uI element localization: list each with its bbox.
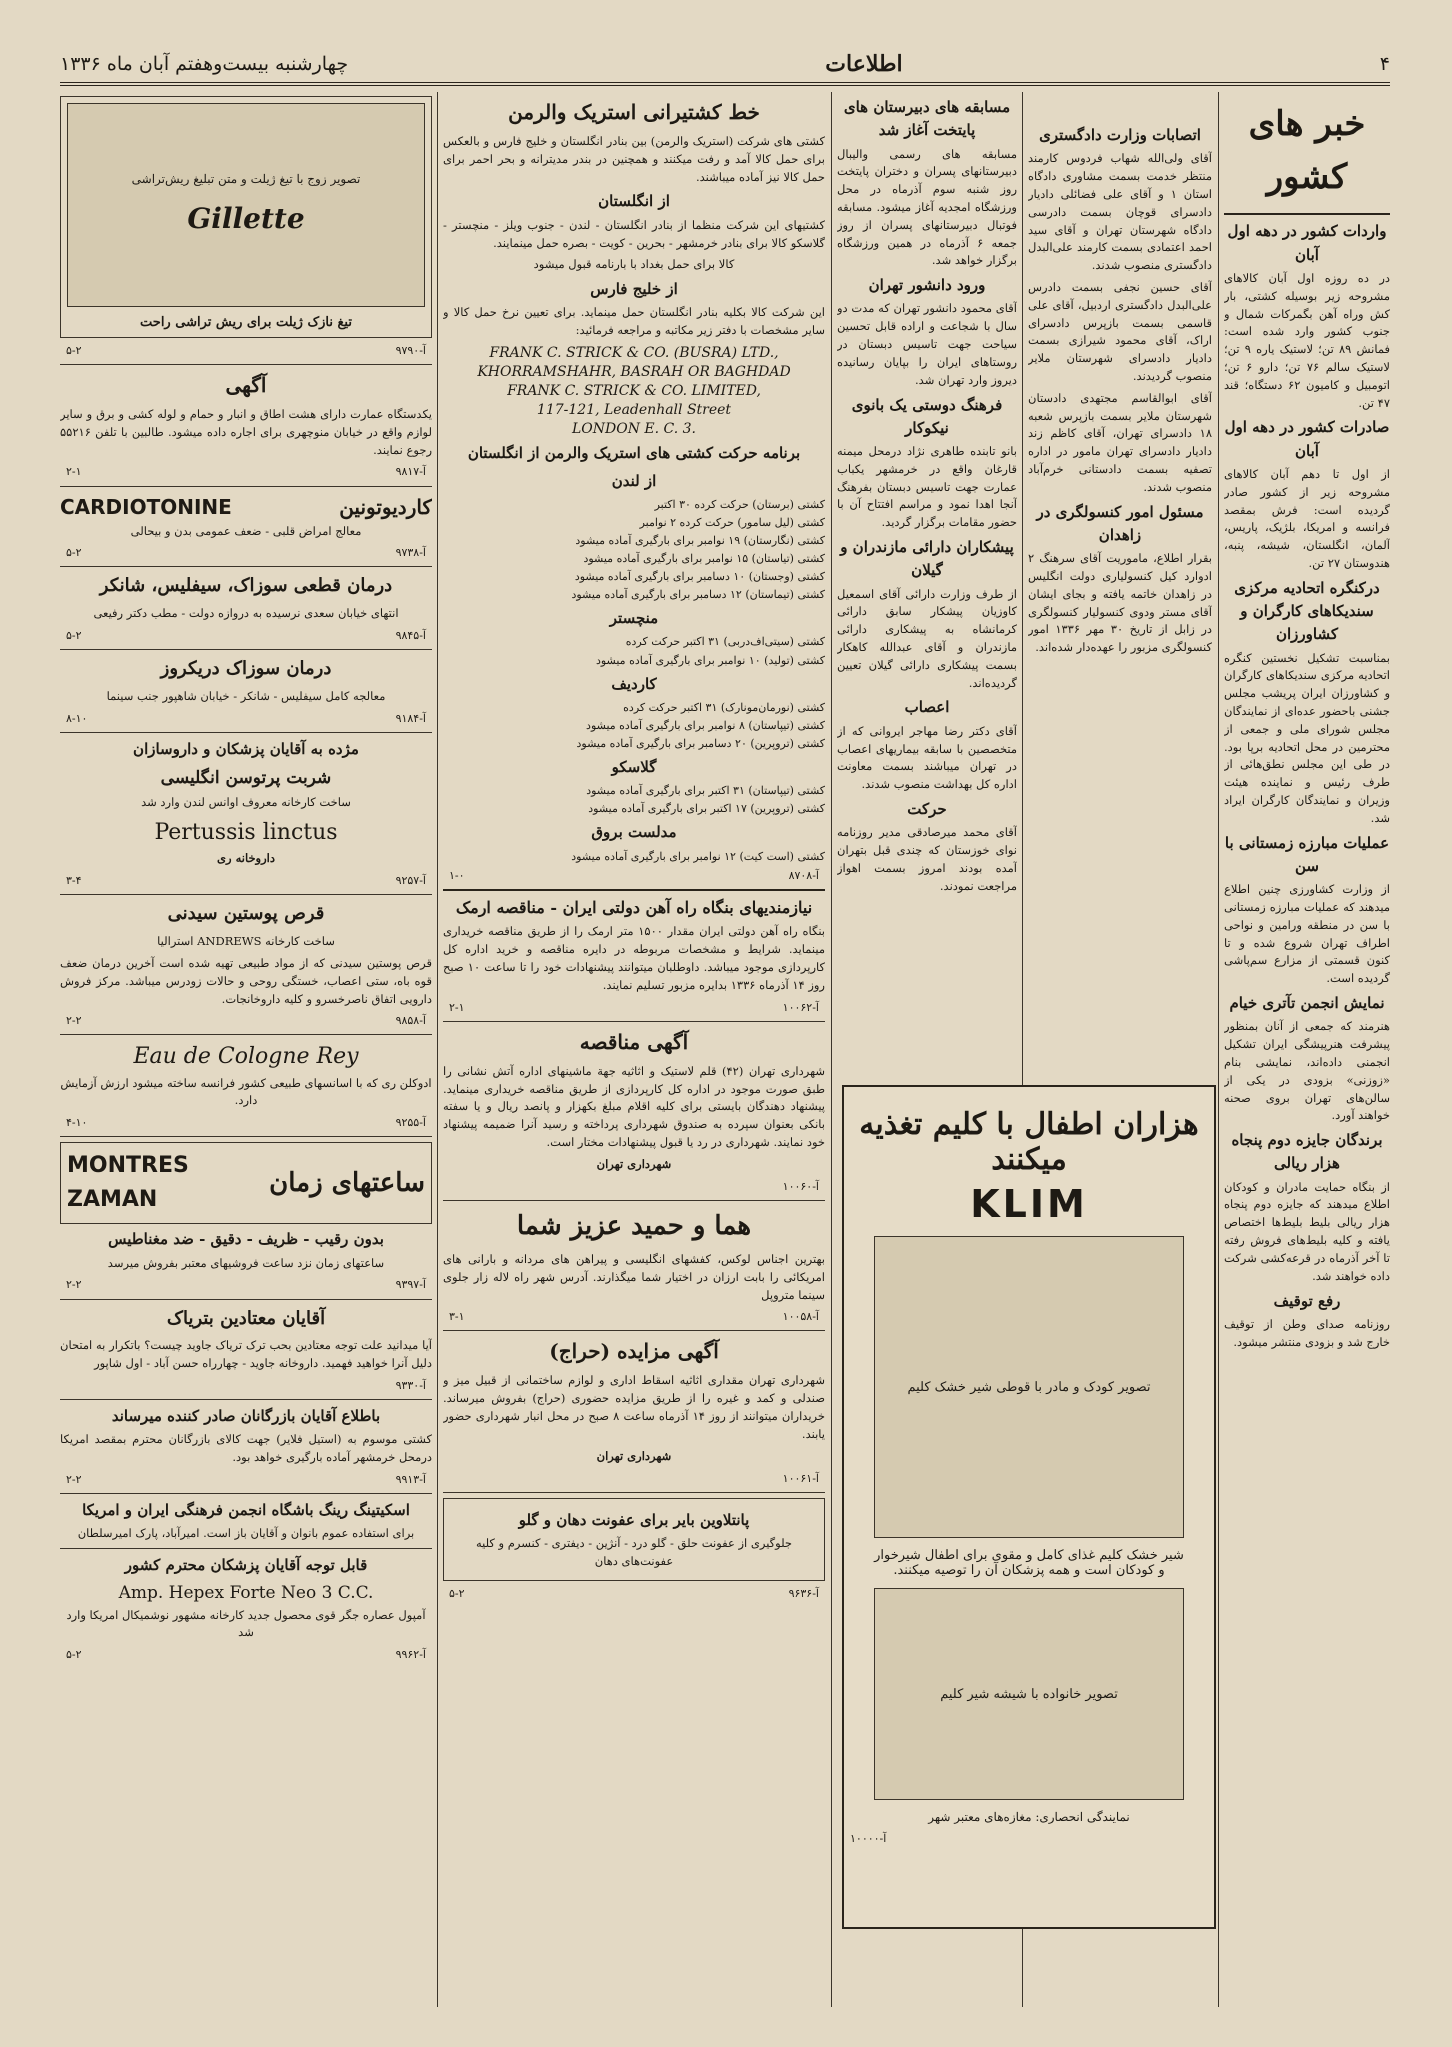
- ref-code: آ-۱۰۰۶۲: [782, 1000, 819, 1014]
- ad-reference: [66, 627, 426, 644]
- ad-title: باطلاع آقایان بازرگانان صادر کننده میرساند: [111, 1407, 381, 1426]
- ref-count: ۳-۴: [66, 874, 82, 888]
- ad-body: ساخت کارخانه معروف اوانس لندن وارد شد: [141, 795, 351, 810]
- ad-cardio-header: [60, 492, 432, 523]
- news-headline: مسابقه های دبیرستان های پایتخت آغاز شد: [843, 98, 1011, 140]
- news-headline: صادرات کشور در دهه اول آبان: [1224, 418, 1390, 460]
- news-body: روزنامه صدای وطن از توقیف خارج شد و بزودی منتشر میشود.: [1224, 1316, 1390, 1349]
- divider: [60, 1493, 432, 1494]
- schedule-entry: کشتی (است کیت) ۱۲ نوامبر برای بارگیری آماده میشود: [571, 849, 825, 863]
- news-headline: حرکت: [907, 799, 947, 818]
- ref-count: ۵-۲: [66, 546, 82, 560]
- ad-body: جلوگیری از عفونت حلق - گلو درد - آنژین - دیفتری - کنسرم و کلیه عفونت‌های دهان: [475, 1535, 793, 1568]
- ref-count: ۸-۱۰: [66, 711, 88, 725]
- divider: [443, 1330, 825, 1331]
- news-body: از بنگاه حمایت مادران و کودکان اطلاع میدهند که جایزه دوم پنجاه هزار ریالی بلیط بلیط‌ها اختصاص یافته و کلیه بلیط‌های فروش رفته تا آخر آذرماه در قرعه‌کشی شرکت داده خواهند شد.: [1224, 1179, 1390, 1283]
- ref-count: ۴-۱۰: [66, 1116, 88, 1130]
- ref-count: ۵-۲: [66, 1648, 82, 1662]
- ad-bayer: [443, 1498, 825, 1582]
- column-country-news: [1224, 92, 1390, 2007]
- port-label: گلاسکو: [611, 757, 657, 776]
- ref-code: آ-۹۸۴۵: [395, 629, 426, 643]
- ad-title: اسکیتینگ رینگ باشگاه انجمن فرهنگی ایران و امریکا: [82, 1500, 410, 1519]
- ref-code: آ-۹۷۳۸: [395, 546, 426, 560]
- ref-count: ۱-۰: [449, 868, 465, 882]
- news-body: آقای محمود دانشور تهران که مدت دو سال با شجاعت و اراده قابل تحسین سیاحت جهت تاسیس دبستان در روستاهای ایران را بپایان رسانیده دیروز وارد تهران شد.: [837, 301, 1017, 387]
- news-headline: ورود دانشور تهران: [868, 276, 986, 295]
- ad-subhead: از خلیج فارس: [590, 280, 678, 299]
- column-rule: [437, 92, 438, 2007]
- ad-title: هزاران اطفال با کلیم تغذیه میکنند: [859, 1107, 1199, 1177]
- ad-reference: [449, 1308, 819, 1325]
- ad-title: درمان سوزاک دریکروز: [160, 658, 332, 680]
- news-headline: نمایش انجمن تآتری خیام: [1229, 994, 1385, 1012]
- ref-code: آ-۹۷۹۰: [395, 344, 426, 357]
- ref-code: آ-۸۷۰۸: [788, 868, 819, 882]
- ad-body: ادوکلن ری که با اسانسهای طبیعی کشور فرانسه ساخته میشود ارزش آزمایش دارد.: [60, 1075, 432, 1108]
- ad-body: شیر خشک کلیم غذای کامل و مقوی برای اطفال شیرخوار و کودکان است و همه پزشکان آن را توصیه میکنند.: [874, 1548, 1184, 1578]
- ad-title: نیازمندیهای بنگاه راه آهن دولتی ایران - مناقصه ارمک: [455, 897, 813, 917]
- ad-reference: [66, 710, 426, 727]
- klim-illustration-family: [874, 1588, 1184, 1800]
- schedule-entry: کشتی (لیل سامور) حرکت کرده ۲ نوامبر: [639, 516, 825, 529]
- news-headline: عملیات مبارزه زمستانی با سن: [1224, 833, 1390, 875]
- gillette-illustration: [67, 103, 425, 307]
- schedule-entry: کشتی (سیتی‌اف‌دربی) ۳۱ اکتبر حرکت کرده: [625, 635, 825, 649]
- ref-code: آ-۹۹۱۳: [395, 1472, 426, 1486]
- klim-illustration: [874, 1236, 1184, 1538]
- ad-reference: [66, 1276, 426, 1293]
- divider: [443, 1492, 825, 1493]
- ad-klim: [842, 1085, 1216, 1929]
- news-headline: برندگان جایزه دوم پنجاه هزار ریالی: [1231, 1131, 1383, 1173]
- divider: [60, 1399, 432, 1400]
- ad-brand: Gillette: [187, 201, 305, 235]
- ad-reference: [66, 544, 426, 561]
- ad-signature: شهرداری تهران: [596, 1156, 672, 1171]
- news-headline: مسئول امور کنسولگری در زاهدان: [1036, 502, 1204, 544]
- ad-title: پانتلاوین بایر برای عفونت دهان و گلو: [518, 1510, 750, 1529]
- news-body: بمناسبت تشکیل نخستین کنگره اتحادیه مرکزی سندیکاهای کارگران و کشاورزان ایران پریشب مجلس جشنی باحضور عده‌ای از نمایندگان مجلس شورای ملی و جمعی از محترمین در محل اتحادیه برپا بود. در طی این مجلس نطق‌هائی از طرف رئیس و نماینده هیئت وزیران و نمایندگان کارگران ایراد شد.: [1224, 650, 1390, 825]
- ad-title: درمان قطعی سوزاک، سیفلیس، شانکر: [99, 575, 393, 597]
- address-line: FRANK C. STRICK & CO. LIMITED,: [507, 382, 761, 399]
- ref-code: آ-۹۳۳۰: [395, 1379, 426, 1393]
- news-body: مسابقه های رسمی والیبال دبیرستانهای پسران و دختران پایتخت روز شنبه سوم آذرماه در محل ورزشگاه امجدیه آغاز میشود. مسابقه فوتبال دبیرستانهای پسران از روز جمعه ۶ آذرماه در همین ورزشگاه برگزار خواهد شد.: [837, 146, 1017, 268]
- ad-slogan: تیغ نازک ژیلت برای ریش تراشی راحت: [140, 314, 352, 330]
- ad-reference: [66, 1471, 426, 1488]
- ref-count: ۲-۱: [66, 465, 82, 479]
- schedule-entry: کشتی (تیماستان) ۱۲ دسامبر برای بارگیری آماده میشود: [571, 588, 825, 602]
- ref-count: ۵-۲: [66, 344, 82, 357]
- column-rule: [831, 92, 832, 2007]
- ad-brand: Amp. Hepex Forte Neo 3 C.C.: [118, 1583, 374, 1604]
- ref-code: آ-۹۸۱۷: [395, 465, 426, 479]
- ad-reference: [66, 1377, 426, 1394]
- ad-reference: [66, 463, 426, 480]
- ref-code: آ-۹۶۳۶: [788, 1587, 819, 1601]
- ad-reference: [449, 1585, 819, 1602]
- ad-reference: [66, 872, 426, 889]
- divider: [443, 1021, 825, 1022]
- ad-reference: [449, 867, 819, 884]
- divider: [60, 566, 432, 567]
- column-small-ads: [60, 92, 432, 2007]
- ref-code: آ-۹۲۵۷: [395, 874, 426, 888]
- schedule-entry: کشتی (تولید) ۱۰ نوامبر برای بارگیری آماده میشود: [595, 653, 825, 667]
- news-body: در ده روزه اول آبان کالاهای مشروحه زیر بوسیله کشتی، بار کش وراه آهن بگمرکات شمال و جنوب کشور وارد شده است: فمانش ۸۹ تن؛ لاستیک یاره ۹ تن؛ لاستیک سالم ۷۶ تن؛ دارو ۶ تن؛ اتومبیل و کامیون ۶۲ دستگاه؛ قند ۴۷ تن.: [1224, 270, 1390, 410]
- divider: [60, 486, 432, 487]
- zaman-logo: [67, 1149, 189, 1217]
- ad-body: ساعتهای زمان نزد ساعت فروشیهای معتبر بفروش میرسد: [107, 1255, 385, 1270]
- ref-code: آ-۹۹۶۲: [395, 1648, 426, 1662]
- ad-title: خط کشتیرانی استریک والرمن: [508, 100, 760, 124]
- ad-brand: Pertussis linctus: [154, 820, 338, 846]
- ad-reference: [449, 999, 819, 1016]
- ad-body: معالجه کامل سیفلیس - شانکر - خیابان شاهپور جنب سینما: [106, 689, 386, 704]
- ref-count: ۵-۲: [449, 1587, 465, 1601]
- schedule-entry: کشتی (وجستان) ۱۰ دسامبر برای بارگیری آماده میشود: [574, 570, 825, 584]
- ad-body: شهرداری تهران مقداری اثاثیه اسقاط اداری و لوازم ساختمانی از قبیل میز و صندلی و کمد و غیره را از طریق مزایده حضوری (حراج) بفروش میرساند. خریداران میتوانند از روز ۱۴ آذرماه ساعت ۸ صبح در محل انبار شهرداری حضور یابند.: [443, 1373, 825, 1441]
- divider: [443, 1200, 825, 1201]
- ad-body: قرص پوستین سیدنی که از مواد طبیعی تهیه شده است آخرین درمان ضعف قوه باه، ستی اعصاب، خستگی روحی و حالات زودرس میباشد. مرکز فروش دارویی اتفاق ناصرخسرو و کلیه داروخانجات.: [60, 955, 432, 1006]
- ref-count: ۵-۲: [66, 629, 82, 643]
- ad-body: معالج امراض قلبی - ضعف عمومی بدن و بیحالی: [130, 523, 362, 538]
- schedule-entry: کشتی (تروپرین) ۲۰ دسامبر برای بارگیری آماده میشود: [576, 736, 825, 750]
- port-label: کاردیف: [611, 674, 657, 693]
- ad-signature: شهرداری تهران: [596, 1448, 672, 1463]
- column-rule: [1218, 92, 1219, 2007]
- ref-code: آ-۹۳۹۷: [395, 1278, 426, 1292]
- news-headline: درکنگره اتحادیه مرکزی سندیکاهای کارگران و کشاورزان: [1234, 578, 1380, 644]
- ad-title: آگهی: [225, 373, 267, 398]
- ad-body: یکدستگاه عمارت دارای هشت اطاق و انبار و حمام و لوله کشی و برق و سایر لوازم واقع در خیابان منوچهری برای اجاره داده میشود. طالبین با تلفن ۵۵۲۱۶ رجوع نمایند.: [60, 407, 432, 457]
- ad-footer: نمایندگی انحصاری: مغازه‌های معتبر شهر: [928, 1810, 1130, 1824]
- ad-reference: [449, 1178, 819, 1195]
- ref-code: آ-۱۰۰۰۰: [850, 1832, 887, 1845]
- schedule-entry: کشتی (برستان) حرکت کرده ۳۰ اکتبر: [654, 497, 825, 511]
- ad-title: قابل توجه آقایان پزشکان محترم کشور: [124, 1556, 368, 1575]
- news-body: از طرف وزارت دارائی آقای اسمعیل کاوزیان پیشکار سابق دارائی کرمانشاه به پیشکاری دارائی مازندران و آقای عبدالله کاهکار بسمت پیشکاری دارائی گیلان تعیین گردیده‌اند.: [837, 586, 1017, 690]
- ad-title: هما و حمید عزیز شما: [516, 1210, 752, 1241]
- schedule-bristol: [443, 848, 825, 865]
- ad-brand: CARDIOTONINE: [60, 494, 232, 519]
- ad-body: آمپول عصاره جگر قوی محصول جدید کارخانه مشهور نوشمیکال امریکا وارد شد: [66, 1607, 426, 1640]
- ad-reference: [66, 1646, 426, 1663]
- address-line: LONDON E. C. 3.: [571, 420, 697, 437]
- port-label: مدلست بروق: [591, 823, 677, 842]
- ad-title: مژده به آقایان پزشکان و داروسازان: [133, 739, 359, 758]
- news-body: بقرار اطلاع، ماموریت آقای سرهنگ ۲ ادوارد کیل کنسولیاری دولت انگلیس در زاهدان خاتمه یافته و بجای ایشان آقای مستر ودوی کنسولیار کنسولگری در زابل از تاریخ ۳۰ مهر ۱۳۳۶ امور کنسولگری مزبور را عهده‌دار شده‌اند.: [1028, 551, 1212, 655]
- ad-brand-fa: کاردیوتونین: [339, 494, 432, 519]
- ad-zaman: [60, 1142, 432, 1224]
- ref-code: آ-۱۰۰۵۸: [782, 1310, 819, 1324]
- ad-body: کشتیهای این شرکت منظما از بنادر انگلستان - لندن - جنوب ویلز - منچستر - گلاسکو کالا برای بنادر خرمشهر - بحرین - کویت - بصره حمل مینمایند.: [443, 217, 825, 250]
- ad-subhead: از انگلستان: [598, 192, 670, 211]
- ad-body: شهرداری تهران (۴۲) قلم لاستیک و اثاثیه جهة ماشینهای اداره آتش نشانی را طبق صورت موجود در اداره کل کارپردازی از طریق مناقصه خریداری مینماید. پیشنهاد دهندگان بایستی برای کلیه اقلام مبلغ بکهزار و پانصد ریال و یا سفته بانکی بعنوان سپرده به صندوق شهرداری پرداخته و رسید آنرا ضمیمه پیشنهاد خود نمایند. شهرداری در رد یا قبول پیشنهادات مختار است.: [443, 1063, 825, 1149]
- ad-title: قرص پوستین سیدنی: [167, 903, 325, 925]
- news-body: از اول تا دهم آبان کالاهای مشروحه زیر از کشور صادر گردیده است: فرش بمقصد فرانسه و امریکا، بلژیک، پاریس، آلمان، انگلستان، شیشه، پنبه، هندوستان ۲۷ تن.: [1224, 466, 1390, 570]
- ad-reference: [850, 1832, 1208, 1845]
- news-headline: پیشکاران دارائی مازندران و گیلان: [840, 538, 1014, 580]
- divider: [60, 1548, 432, 1549]
- ad-reference: [66, 1114, 426, 1131]
- ad-body: این شرکت کالا بکلیه بنادر انگلستان حمل مینماید. برای تعیین نرخ حمل کالا و سایر مشخصات با دفتر زیر مکاتبه و مراجعه فرمائید:: [443, 305, 825, 338]
- ad-body: کشتی موسوم به (استیل فلایر) جهت کالای بازرگانان محترم بمقصد امریکا درمحل خرمشهر آماده بارگیری خواهد بود.: [60, 1432, 432, 1465]
- schedule-entry: کشتی (نگارستان) ۱۹ نوامبر برای بارگیری آماده میشود: [575, 534, 825, 548]
- news-body: هنرمند که جمعی از آنان بمنظور پیشرفت هنرپیشگی ایران تشکیل انجمنی داده‌اند، نمایشی بنام «زوزنی» بزودی در یکی از سالن‌های تهران بروی صحنه خواهند آورد.: [1224, 1019, 1390, 1123]
- section-title: خبر های کشور: [1248, 104, 1366, 197]
- ref-code: آ-۱۰۰۶۱: [782, 1471, 819, 1485]
- schedule-london: [443, 496, 825, 603]
- schedule-manchester: [443, 633, 825, 668]
- divider: [60, 364, 432, 365]
- ad-store: داروخانه ری: [217, 851, 275, 866]
- ad-reference: [449, 1470, 819, 1487]
- ad-brand: Eau de Cologne Rey: [133, 1044, 359, 1070]
- ad-title: آقایان معتادین بتریاک: [166, 1307, 326, 1329]
- ref-code: آ-۹۸۵۸: [395, 1014, 426, 1028]
- ad-address-en: [443, 344, 825, 438]
- ad-title: آگهی مزایده (حراج): [549, 1339, 719, 1364]
- divider: [60, 1034, 432, 1035]
- news-headline: واردات کشور در دهه اول آبان: [1227, 222, 1387, 264]
- ref-count: ۲-۲: [66, 1472, 82, 1486]
- divider: [60, 732, 432, 733]
- ref-code: آ-۹۱۸۴: [395, 711, 426, 725]
- ad-gillette: [60, 96, 432, 338]
- ref-count: ۲-۲: [66, 1014, 82, 1028]
- schedule-entry: کشتی (تروپرین) ۱۷ اکتبر برای بارگیری آماده میشود: [588, 802, 825, 816]
- schedule-entry: کشتی (تیپاستان) ۸ نوامبر برای بارگیری آماده میشود: [586, 718, 825, 732]
- ad-title: آگهی مناقصه: [579, 1029, 689, 1054]
- ad-subhead: شربت پرتوسن انگلیسی: [160, 768, 332, 789]
- ad-brand: MONTRES: [67, 1153, 189, 1179]
- ad-body: بهترین اجناس لوکس، کفشهای انگلیسی و پیراهن های مردانه و بارانی های امریکائی را بابت ارزان در اختیار شما میگذارند. آدرس شهر راه لاله زار جلوی سینما متروپل: [443, 1251, 825, 1302]
- news-body: آقای ابوالقاسم مجتهدی دادستان شهرستان ملایر بسمت بازپرس شعبه ۱۸ دادسرای تهران، آقای کاظم زند دادیار دادسرای تهران مامور در اداره تصفیه بسمت دادستانی خرم‌آباد منصوب شدند.: [1028, 390, 1212, 494]
- schedule-entry: کشتی (تیپاستان) ۳۱ اکتبر برای بارگیری آماده میشود: [586, 784, 825, 798]
- ad-subhead: برنامه حرکت کشتی های استریک والرمن از انگلستان: [467, 444, 801, 463]
- news-body: آقای حسین نجفی بسمت دادرس علی‌البدل دادگستری اردبیل، آقای علی قاسمی بسمت بازپرس دادسرای اراک، آقای محمود شیرازی بسمت دادیار دادسرای شهرستان ملایر منصوب گردیدند.: [1028, 279, 1212, 383]
- issue-date: چهارشنبه بیست‌وهفتم آبان ماه ۱۳۳۶: [60, 53, 349, 75]
- ad-body: بنگاه راه آهن دولتی ایران مقدار ۱۵۰۰ متر ارمک را از طریق مناقصه خریداری مینماید. شرایط و مشخصات مربوطه در دایره مناقصه و خرید اداره کل کارپردازی موجود میباشد. داوطلبان میتوانند پیشنهادات خود را تا ساعت ۱۰ صبح روز ۱۴ آذرماه ۱۳۳۶ بدایره مزبور تسلیم نمایند.: [443, 924, 825, 992]
- ref-count: ۳-۱: [449, 1310, 465, 1324]
- page-header: [60, 46, 1390, 86]
- ref-count: ۲-۲: [66, 1278, 82, 1292]
- divider: [60, 1136, 432, 1137]
- ad-body: آیا میدانید علت توجه معتادین بحب ترک تریاک جاوید چیست؟ باتکرار به امتحان دلیل آنرا خواهید فهمید. داروخانه جاوید - چهارراه حسن آباد - اول شاپور: [60, 1338, 432, 1371]
- news-body: آقای دکتر رضا مهاجر ایروانی که از متخصصین با سابقه بیماریهای اعصاب در تهران میباشند بسمت معاونت اداره کل بهداشت منصوب شدند.: [837, 723, 1017, 792]
- news-body: آقای ولی‌الله شهاب فردوس کارمند منتظر خدمت بسمت مشاوری دادگاه استان ۱ و آقای علی فضائلی دادیار دادسرای قوچان بسمت دادرسی دادگاه شهرستان تهران و آقای سید احمد اعتمادی بسمت کارمند علی‌البدل دادگستری منصوب شدند.: [1028, 151, 1212, 273]
- divider: [443, 889, 825, 891]
- image-caption: تصویر خانواده با شیشه شیر کلیم: [940, 1686, 1118, 1702]
- news-body: بانو تابنده طاهری نژاد درمحل میمنه قارغان واقع در خرمشهر یکباب عمارت جهت تاسیس دبستان بفرهنگ آنجا اهدا نمود و مراسم افتتاح آن با حضور مقامات برگزار گردید.: [837, 444, 1017, 530]
- schedule-cardiff: [443, 699, 825, 752]
- ad-maker: ساخت کارخانه ANDREWS استرالیا: [157, 934, 335, 949]
- page-number: ۴: [1379, 53, 1390, 75]
- ad-body: انتهای خیابان سعدی نرسیده به دروازه دولت - مطب دکتر رفیعی: [93, 606, 399, 621]
- image-caption: تصویر زوج با تیغ ژیلت و متن تبلیغ ریش‌تراشی: [131, 171, 361, 186]
- ad-body: کشتی های شرکت (استریک والرمن) بین بنادر انگلستان و خلیج فارس و بالعکس برای حمل کالا آمد و رفت میکنند و همچنین در بندر مدیترانه و بحر احمر برای حمل کالا نیز آماده میباشند.: [443, 134, 825, 184]
- news-body: آقای محمد میرصادقی مدیر روزنامه نوای خوزستان که چندی قبل بتهران آمده بودند امروز بسمت اهواز مراجعت نمودند.: [837, 825, 1017, 893]
- divider: [1224, 213, 1390, 215]
- ad-reference: [66, 1012, 426, 1029]
- ref-code: آ-۱۰۰۶۰: [782, 1179, 819, 1193]
- divider: [60, 1299, 432, 1300]
- address-line: FRANK C. STRICK & CO. (BUSRA) LTD.,: [489, 345, 779, 361]
- port-label: از لندن: [611, 471, 657, 490]
- schedule-entry: کشتی (نورمان‌مونارک) ۳۱ اکتبر حرکت کرده: [623, 700, 825, 714]
- address-line: 117-121, Leadenhall Street: [536, 401, 732, 418]
- port-label: منچستر: [609, 609, 659, 628]
- column-shipping-tenders: [443, 92, 825, 2007]
- news-body: از وزارت کشاورزی چنین اطلاع میدهند که عملیات مبارزه زمستانی با سن در منطقه ورامین و نواحی اطراف تهران شروع شده و تا کنون قسمتی از مزارع سم‌پاشی گردیده است.: [1224, 882, 1390, 986]
- ad-reference: [66, 342, 426, 359]
- ad-note: کالا برای حمل بغداد با بارنامه قبول میشود: [533, 257, 735, 272]
- ad-brand: ZAMAN: [67, 1187, 158, 1213]
- divider: [60, 649, 432, 650]
- ad-brand-fa: ساعتهای زمان: [269, 1168, 425, 1199]
- ad-brand: KLIM: [970, 1182, 1088, 1226]
- ref-code: آ-۹۲۵۵: [395, 1116, 426, 1130]
- address-line: KHORRAMSHAHR, BASRAH OR BAGHDAD: [477, 363, 791, 380]
- news-headline: اعصاب: [904, 698, 950, 717]
- schedule-glasgow: [443, 782, 825, 817]
- divider: [60, 894, 432, 895]
- ad-body: برای استفاده عموم بانوان و آقایان باز است. امیر‌آباد، پارک امیرسلطان: [77, 1526, 415, 1541]
- news-headline: فرهنگ دوستی یک بانوی نیکوکار: [851, 395, 1003, 437]
- ref-count: ۲-۱: [449, 1000, 465, 1014]
- news-headline: رفع توقیف: [1273, 1291, 1341, 1310]
- ad-slogan: بدون رقیب - ظریف - دقیق - ضد مغناطیس: [108, 1230, 384, 1249]
- news-headline: اتصابات وزارت دادگستری: [1039, 126, 1201, 144]
- image-caption: تصویر کودک و مادر با قوطی شیر خشک کلیم: [907, 1379, 1151, 1395]
- schedule-entry: کشتی (تیاستان) ۱۵ نوامبر برای بارگیری آماده میشود: [583, 552, 825, 566]
- paper-name: اطلاعات: [825, 51, 903, 77]
